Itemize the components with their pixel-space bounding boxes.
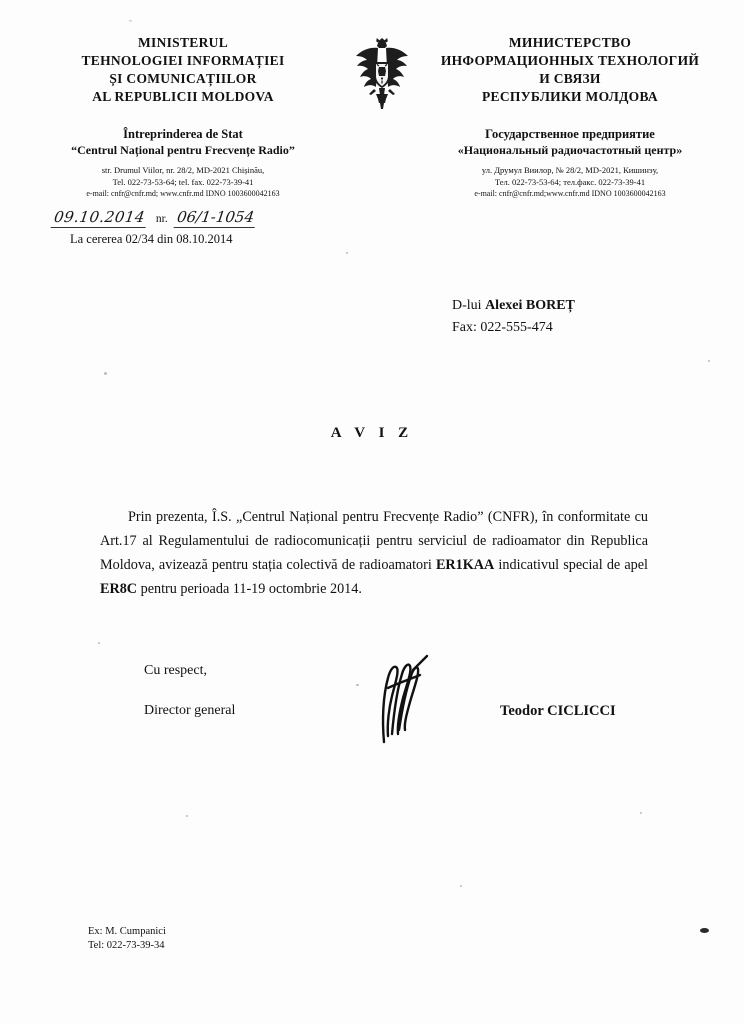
footer-executor: Ex: M. Cumpanici xyxy=(88,926,166,937)
address-ro-phone: Tel. 022-73-53-64; tel. fax. 022-73-39-41 xyxy=(112,177,254,187)
ministry-title-ro-line2: TEHNOLOGIEI INFORMAȚIEI xyxy=(81,53,285,68)
enterprise-name-ru xyxy=(420,126,720,158)
addressee-block xyxy=(452,295,575,339)
scan-ink-mark xyxy=(700,928,709,933)
scan-speck xyxy=(356,684,359,686)
address-ro-street: str. Drumul Viilor, nr. 28/2, MD-2021 Chișinău, xyxy=(101,165,265,175)
scan-speck xyxy=(186,815,188,817)
footer-block xyxy=(88,925,166,953)
ministry-title-ru-line3: И СВЯЗИ xyxy=(539,71,601,86)
enterprise-name-ru-line2: «Национальный радиочастотный центр» xyxy=(457,143,683,157)
ministry-title-ru-line4: РЕСПУБЛИКИ МОЛДОВА xyxy=(482,89,658,104)
addressee-name xyxy=(452,295,575,317)
registration-nr-label: nr. xyxy=(155,213,168,225)
letterhead xyxy=(0,34,744,234)
ministry-title-ro-line4: AL REPUBLICII MOLDOVA xyxy=(92,89,274,104)
footer-phone: Tel: 022-73-39-34 xyxy=(88,940,165,951)
ministry-title-ro-line3: ȘI COMUNICAȚIILOR xyxy=(109,71,257,86)
scan-speck xyxy=(98,642,100,644)
address-ru-phone: Тел. 022-73-53-64; тел.факс. 022-73-39-41 xyxy=(494,177,646,187)
scan-speck xyxy=(640,812,642,814)
signer-name: Teodor CICLICCI xyxy=(500,703,616,719)
addressee-fullname: Alexei BOREȚ xyxy=(485,298,575,313)
scan-speck xyxy=(346,252,348,254)
address-block-ro xyxy=(38,164,328,200)
request-reference: La cererea 02/34 din 08.10.2014 xyxy=(70,232,233,246)
document-heading: A V I Z xyxy=(330,425,414,441)
enterprise-name-ro-line2: “Centrul Național pentru Frecvențe Radio” xyxy=(71,143,295,157)
address-ro-email: e-mail: cnfr@cnfr.md; www.cnfr.md IDNO 1003600042163 xyxy=(86,189,280,198)
handwritten-signature-icon xyxy=(368,650,438,750)
letterhead-left-block xyxy=(38,34,328,200)
address-block-ru xyxy=(420,164,720,200)
body-text-part2: indicativul special de apel xyxy=(494,557,648,573)
signer-position: Director general xyxy=(144,703,236,718)
ministry-title-ru-line2: ИНФОРМАЦИОННЫХ ТЕХНОЛОГИЙ xyxy=(440,53,700,68)
ministry-title-ro-line1: MINISTERUL xyxy=(137,35,229,50)
address-ru-email: e-mail: cnfr@cnfr.md;www.cnfr.md IDNO 1003600042163 xyxy=(474,189,666,198)
station-callsign: ER1KAA xyxy=(435,557,495,573)
addressee-prefix: D-lui xyxy=(452,298,486,313)
enterprise-name-ro xyxy=(38,126,328,158)
ministry-title-ru-line1: МИНИСТЕРСТВО xyxy=(508,35,632,50)
letterhead-right-block xyxy=(420,34,720,200)
ministry-title-ru xyxy=(420,34,720,106)
scan-speck xyxy=(460,885,462,887)
scan-speck xyxy=(104,372,107,375)
registration-number-handwritten: 06/1-1054 xyxy=(173,208,257,228)
enterprise-name-ru-line1: Государственное предприятие xyxy=(485,127,655,141)
addressee-fax: Fax: 022-555-474 xyxy=(452,320,553,335)
body-text-part1: Prin prezenta, Î.S. „Centrul Național pentru Frecvențe Radio” (CNFR), în conformitate cu Art.17 al Regulamentului de radiocomunicații pentru serviciul de radioamator din Republica Moldova, avizează pentru stația colectivă de radioamatori xyxy=(100,509,648,573)
body-text-part3: pentru perioada 11-19 octombrie 2014. xyxy=(137,581,362,597)
address-ru-street: ул. Друмул Виилор, № 28/2, MD-2021, Кишинэу, xyxy=(481,165,659,175)
ministry-title-ro xyxy=(38,34,328,106)
special-callsign: ER8C xyxy=(100,581,138,597)
scan-artifact: ˜ xyxy=(128,20,133,31)
moldova-coat-of-arms-icon xyxy=(352,36,412,112)
closing-regards: Cu respect, xyxy=(144,663,207,678)
scan-speck xyxy=(708,360,710,362)
enterprise-name-ro-line1: Întreprinderea de Stat xyxy=(123,127,243,141)
document-body-paragraph xyxy=(100,505,648,601)
registration-date-handwritten: 09.10.2014 xyxy=(51,208,149,228)
